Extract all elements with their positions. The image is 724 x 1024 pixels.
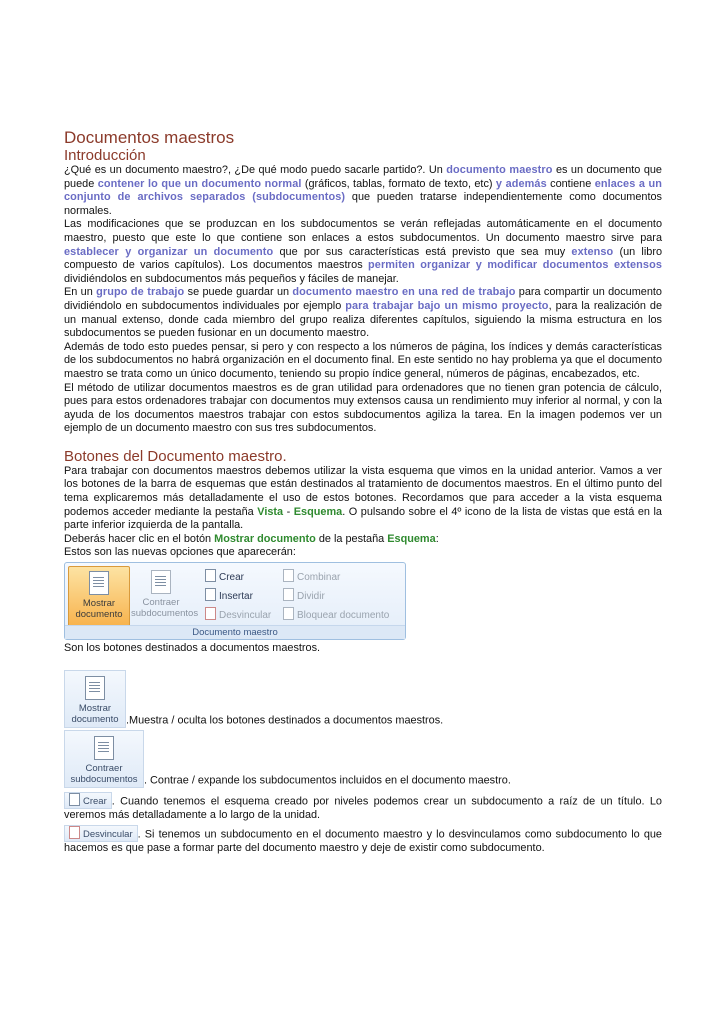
bloquear-documento-button[interactable]: Bloquear documento <box>283 607 389 623</box>
paragraph-3: En un grupo de trabajo se puede guardar un documento maestro en una red de trabajo para compartir un documento dividiéndolo en subdocumentos individuales por ejemplo para trabajar bajo un mismo proyecto, para la realización de un manual extenso, donde cada miembro del grupo realiza diferentes capítulos, siguiendo la misma estructura en los subdocumentos se pueden fusionar en un documento maestro. <box>64 286 662 340</box>
paragraph-1: ¿Qué es un documento maestro?, ¿De qué modo puedo sacarle partido?. Un documento maestro es un documento que puede contener lo que un documento normal (gráficos, tablas, formato de texto, etc) y además contiene enlaces a un conjunto de archivos separados (subdocumentos) que pueden tratarse independientemente como documentos normales. <box>64 164 663 217</box>
mostrar-documento-image: Mostrar documento <box>64 670 126 728</box>
paragraph-9: Son los botones destinados a documentos maestros. <box>64 642 321 655</box>
combinar-button[interactable]: Combinar <box>283 569 340 585</box>
desvincular-image: Desvincular <box>64 825 138 842</box>
insert-subdocument-icon <box>205 588 216 601</box>
merge-icon <box>283 569 294 582</box>
mostrar-documento-button[interactable]: Mostrar documento <box>68 566 130 628</box>
section-title-introduccion: Introducción <box>64 147 146 164</box>
paragraph-2: Las modificaciones que se produzcan en los subdocumentos se verán reflejadas automáticamente en el documento maestro, puesto que este lo que contiene son enlaces a estos subdocumentos. Un documento maestro sirve para establecer y organizar un documento que por sus características está previsto que sea muy extenso (un libro compuesto de varios capítulos). Los documentos maestros permiten organizar y modificar documentos extensos dividiéndolos en subdocumentos más pequeños y fáciles de manejar. <box>64 218 663 285</box>
collapse-document-icon <box>94 736 114 760</box>
document-icon <box>89 571 109 595</box>
item-desvincular: Desvincular . Si tenemos un subdocumento en el documento maestro y lo desvinculamos como subdocumento lo que hacemos es que pase a formar parte del documento maestro y deje de existir como subdocumento. <box>64 825 662 856</box>
lock-document-icon <box>283 607 294 620</box>
contraer-subdocumentos-image: Contraer subdocumentos <box>64 730 144 788</box>
item-crear: Crear . Cuando tenemos el esquema creado por niveles podemos crear un subdocumento a raíz de un título. Lo veremos más detalladamente a lo largo de la unidad. <box>64 792 662 823</box>
crear-button[interactable]: Crear <box>205 569 244 585</box>
collapse-document-icon <box>151 570 171 594</box>
create-subdocument-icon <box>205 569 216 582</box>
contraer-subdocumentos-button[interactable]: Contraer subdocumentos <box>131 566 191 626</box>
insertar-button[interactable]: Insertar <box>205 588 253 604</box>
unlink-icon <box>205 607 216 620</box>
document-icon <box>85 676 105 700</box>
paragraph-6: Para trabajar con documentos maestros debemos utilizar la vista esquema que vimos en la unidad anterior. Vamos a ver los botones de la barra de esquemas que están destinados al tratamiento de documentos maestros. En el último punto del tema explicaremos más detalladamente el uso de estos botones. Recordamos que para acceder a la vista esquema podemos acceder mediante la pestaña Vista - Esquema. O pulsando sobre el 4º icono de la lista de vistas que está en la parte inferior izquierda de la pantalla. <box>64 464 662 532</box>
crear-image: Crear <box>64 792 112 809</box>
paragraph-7: Deberás hacer clic en el botón Mostrar documento de la pestaña Esquema: <box>64 532 439 545</box>
item-contraer: Contraer subdocumentos . Contrae / expande los subdocumentos incluidos en el documento maestro. <box>64 730 662 788</box>
create-subdocument-icon <box>69 793 80 806</box>
ribbon-group-label: Documento maestro <box>65 625 405 639</box>
page-title: Documentos maestros <box>64 128 235 147</box>
unlink-icon <box>69 826 80 839</box>
document-page <box>64 128 662 856</box>
split-icon <box>283 588 294 601</box>
paragraph-4: Además de todo esto puedes pensar, si pero y con respecto a los números de página, los índices y demás características de los subdocumentos no habrá organización en el documento final. En este sentido no hay problema ya que el documento maestro se trata como un único documento, teniendo su propio índice general, números de páginas, encabezados, etc. <box>64 340 662 380</box>
ribbon-documento-maestro <box>64 562 406 640</box>
paragraph-5: El método de utilizar documentos maestros es de gran utilidad para ordenadores que no tienen gran potencia de cálculo, pues para estos ordenadores trabajar con documentos muy extensos causa un rendimiento muy inferior al normal, y con la ayuda de los documentos maestros trabajar con estos subdocumentos agiliza la tarea. En la imagen podemos ver un ejemplo de un documento maestro con sus tres subdocumentos. <box>64 381 662 435</box>
paragraph-8: Estos son las nuevas opciones que aparecerán: <box>64 546 296 559</box>
dividir-button[interactable]: Dividir <box>283 588 325 604</box>
desvincular-button[interactable]: Desvincular <box>205 607 271 623</box>
item-mostrar: Mostrar documento .Muestra / oculta los botones destinados a documentos maestros. <box>64 670 662 728</box>
section-title-botones: Botones del Documento maestro. <box>64 447 287 465</box>
